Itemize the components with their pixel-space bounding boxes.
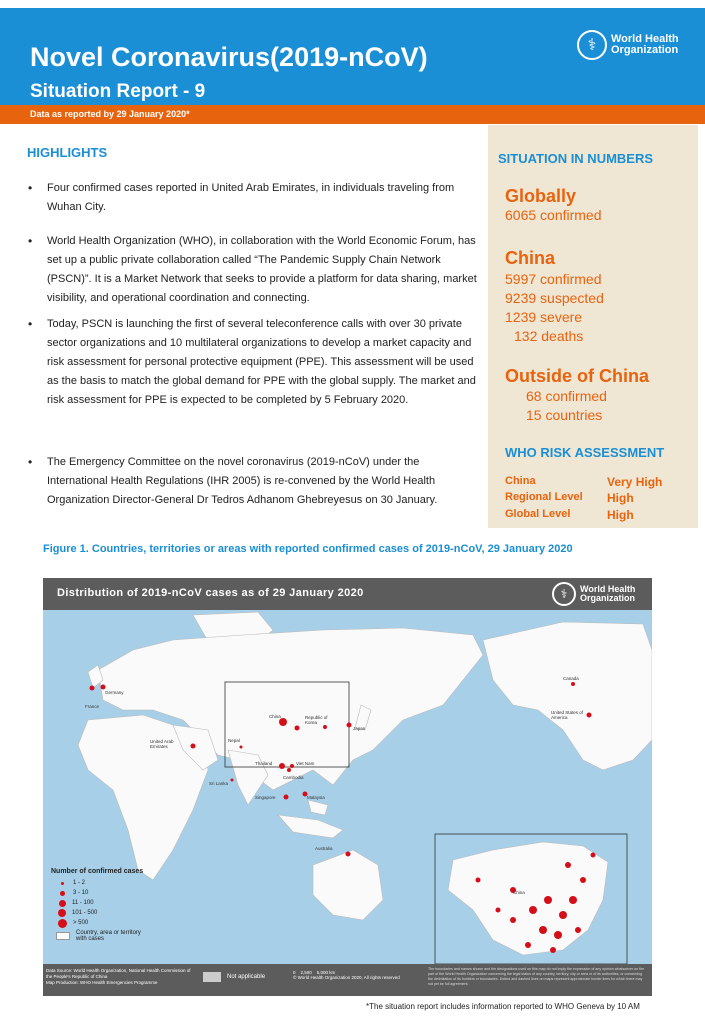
case-dot-inset (539, 926, 547, 934)
legend-row: > 500 (51, 918, 166, 928)
sea-islands-landmass (308, 800, 328, 815)
map-label-france: France (85, 704, 100, 709)
map-footer (43, 964, 652, 996)
case-dot-korea (323, 725, 327, 729)
case-dot-inset (575, 927, 581, 933)
case-dot-canada (571, 682, 575, 686)
map-label-canada: Canada (563, 676, 579, 681)
map-label-vietnam: Viet Nam (296, 761, 315, 766)
map-header (43, 578, 652, 610)
report-title: Novel Coronavirus(2019-nCoV) (30, 42, 428, 72)
case-dot-inset (476, 878, 481, 883)
case-dot-inset (569, 896, 577, 904)
sea-islands-landmass (278, 815, 343, 838)
situation-sidebar (488, 125, 698, 528)
case-dot-singapore (284, 795, 289, 800)
map-legend (51, 868, 166, 944)
highlights-title: HIGHLIGHTS (27, 145, 108, 160)
map-who-logo (552, 582, 640, 606)
globally-label: Globally (505, 186, 577, 206)
case-dot-inset (580, 877, 586, 883)
date-bar (0, 105, 705, 124)
legend-row: 3 - 10 (51, 888, 166, 898)
risk-row (505, 491, 680, 503)
distribution-map (43, 578, 652, 996)
risk-region: China (505, 475, 536, 487)
legend-title: Number of confirmed cases (51, 868, 144, 875)
legend-row: 101 - 500 (51, 908, 166, 918)
case-dot-china (279, 718, 287, 726)
who-emblem-icon: ⚕ (552, 582, 576, 606)
map-label-nepal: Nepal (228, 738, 240, 743)
case-dot-australia (346, 852, 351, 857)
risk-level: High (607, 508, 634, 522)
map-disclaimer: The boundaries and names shown and the designations used on this map do not imply the expression of any opinion whatsoever on the part of the World Health Organization concerning the legal status of any country, territory, city or area or of its authorities, or concerning the delimitation of its frontiers or boundaries. Dotted and dashed lines on maps represent approximate border lines for which there may not yet be full agreement. (428, 967, 645, 986)
map-source-text: Data Source: World Health Organization, National Health Commission of the People's Republic of China Map Production: WHO Health Emergencies Programme (46, 968, 191, 985)
highlight-item: • The Emergency Committee on the novel coronavirus (2019-nCoV) under the International Health Regulations (IHR 2005) is re-convened by the World Health Organization Director-General Dr Tedros Adhanom Ghebreyesus on 30 January. (47, 453, 477, 510)
case-dot-inset (554, 931, 562, 939)
china-confirmed: 5997 confirmed (505, 271, 602, 287)
date-text: Data as reported by 29 January 2020* (30, 109, 190, 119)
china-inset (435, 834, 627, 964)
risk-region: Global Level (505, 508, 571, 520)
case-dot-inset (591, 853, 596, 858)
case-dot-thailand (279, 763, 285, 769)
case-dot-inset (565, 862, 571, 868)
risk-level: Very High (607, 475, 663, 489)
case-dot-inset (525, 942, 531, 948)
case-dot-inset (550, 947, 556, 953)
map-label-china: China (269, 714, 281, 719)
china-label: China (505, 248, 556, 268)
map-label-uae: United Arab Emirates (150, 739, 174, 749)
outside-countries: 15 countries (526, 407, 603, 423)
case-dot-uae (191, 744, 196, 749)
map-label-inset-china: China (513, 890, 525, 895)
map-label-australia: Australia (315, 846, 333, 851)
case-dot-china (295, 726, 300, 731)
legend-row: Country, area or territory with cases (51, 928, 166, 944)
who-name: World Health Organization (611, 33, 679, 56)
outside-china-label: Outside of China (505, 366, 649, 386)
report-header (0, 8, 705, 105)
footnote: *The situation report includes information reported to WHO Geneva by 10 AM (366, 1002, 640, 1011)
case-dot-nepal (240, 746, 243, 749)
map-label-japan: Japan (353, 726, 366, 731)
map-scale: 0 2,500 5,000 km © World Health Organization 2020, All rights reserved (293, 970, 400, 980)
highlight-item: • Today, PSCN is launching the first of several teleconference calls with over 30 private sector organizations and 10 multilateral organizations to develop a market capacity and risk assessment for personal protective equipment (PPE). This assessment will be used as the basis to match the global demand for PPE with the global supply. The market and risk assessment for PPE is expected to be completed by 5 February 2020. (47, 315, 477, 410)
report-subtitle: Situation Report - 9 (30, 81, 206, 102)
risk-region: Regional Level (505, 491, 583, 503)
case-dot-inset (559, 911, 567, 919)
case-dot-cambodia (287, 768, 291, 772)
case-dot-vietnam (290, 764, 294, 768)
map-label-germany: Germany (105, 690, 124, 695)
china-severe: 1239 severe (505, 309, 583, 325)
highlight-item: • Four confirmed cases reported in United Arab Emirates, in individuals traveling from Wuhan City. (47, 179, 477, 217)
case-dot-japan (347, 723, 352, 728)
case-dot-sri-lanka (231, 779, 234, 782)
map-label-korea: Republic of Korea (305, 715, 328, 725)
highlight-item: • World Health Organization (WHO), in collaboration with the World Economic Forum, has set up a public private collaboration called “The Pandemic Supply Chain Network (PSCN)”. It is a Market Network that seeks to provide a platform for data sharing, market visibility, and operational coordination and connecting. (47, 232, 477, 308)
map-label-singapore: Singapore (255, 795, 276, 800)
map-label-cambodia: Cambodia (283, 775, 304, 780)
map-label-malaysia: Malaysia (307, 795, 325, 800)
risk-row (505, 508, 680, 520)
who-logo (577, 30, 679, 60)
australia-landmass (313, 850, 383, 920)
figure-caption: Figure 1. Countries, territories or areas with reported confirmed cases of 2019-nCoV, 29 January 2020 (43, 543, 573, 555)
risk-row (505, 475, 680, 487)
outside-confirmed: 68 confirmed (526, 388, 607, 404)
case-dot-inset (510, 917, 516, 923)
case-dot-inset (496, 908, 501, 913)
case-dot-inset (544, 896, 552, 904)
risk-title: WHO RISK ASSESSMENT (505, 445, 665, 460)
situation-title: SITUATION IN NUMBERS (498, 151, 654, 166)
case-dot-inset (529, 906, 537, 914)
map-title: Distribution of 2019-nCoV cases as of 29 January 2020 (57, 587, 364, 599)
legend-row: 1 - 2 (51, 878, 166, 888)
legend-row: 11 - 100 (51, 898, 166, 908)
case-dot-france (90, 686, 95, 691)
china-suspected: 9239 suspected (505, 290, 604, 306)
who-name: World Health Organization (580, 584, 636, 603)
not-applicable-key: Not applicable (203, 972, 265, 982)
case-dot-germany (101, 685, 106, 690)
risk-level: High (607, 491, 634, 505)
map-label-sri-lanka: Sri Lanka (209, 781, 229, 786)
north-america-landmass (483, 622, 652, 770)
map-label-thailand: Thailand (255, 761, 273, 766)
who-emblem-icon: ⚕ (577, 30, 607, 60)
map-label-usa: United States of America (551, 710, 584, 720)
globally-confirmed: 6065 confirmed (505, 207, 602, 223)
china-deaths: 132 deaths (514, 328, 584, 344)
